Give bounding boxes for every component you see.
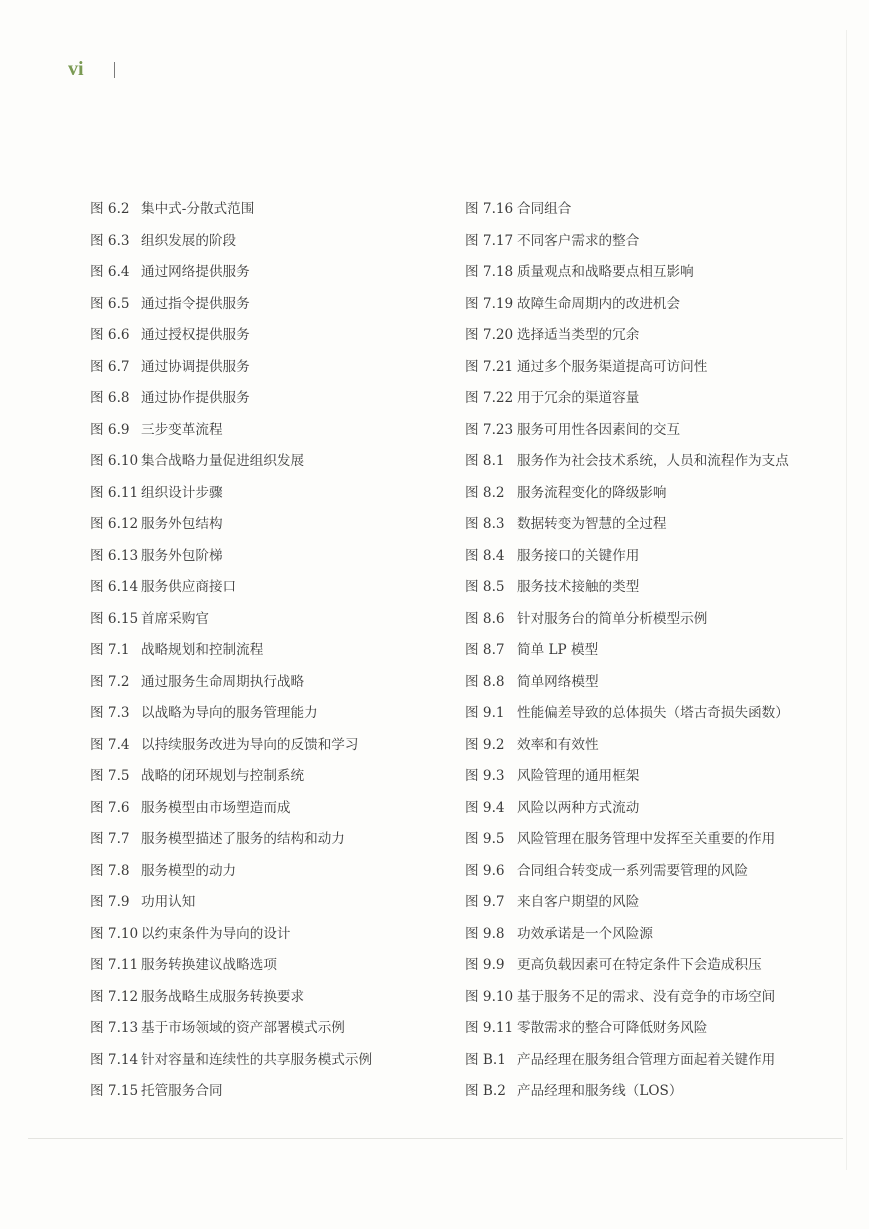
figure-list-item [90,1016,450,1048]
figure-title: 合同组合转变成一系列需要管理的风险 [517,862,749,879]
figure-title: 合同组合 [517,201,572,217]
figure-list-item [465,229,850,261]
figure-title: 战略的闭环规划与控制系统 [141,768,305,784]
figure-list-item [465,953,850,985]
figure-list-item [90,701,450,733]
figure-title: 基于服务不足的需求、没有竞争的市场空间 [517,988,776,1005]
figure-number: 图 6.14 [90,579,139,595]
figure-number: 图 7.19 [465,295,514,312]
figure-number: 图 8.4 [465,547,505,564]
figure-list-item [465,1048,850,1080]
figure-title: 通过指令提供服务 [141,295,250,312]
header-divider [114,62,115,78]
figure-list-item [90,197,450,229]
figure-title: 服务作为社会技术系统，人员和流程作为支点 [517,453,789,469]
figure-list-item [90,512,450,544]
figure-list-item [465,1016,850,1048]
figure-number: 图 7.1 [90,642,130,658]
figure-title: 服务外包结构 [141,516,223,532]
figure-number: 图 7.10 [90,925,139,942]
figure-number: 图 9.6 [465,862,505,879]
figure-title: 故障生命周期内的改进机会 [517,295,681,312]
figure-list-item [465,922,850,954]
figure-title: 服务模型的动力 [141,862,237,879]
figure-title: 选择适当类型的冗余 [517,327,640,343]
figure-list-item [465,544,850,576]
figure-list-item [465,355,850,387]
figure-number: 图 9.5 [465,831,505,847]
figure-list-item [465,386,850,418]
figure-list-item [90,355,450,387]
figure-list-item [465,985,850,1017]
figure-number: 图 6.8 [90,390,130,406]
figure-title: 服务接口的关键作用 [517,547,640,564]
figure-number: 图 9.3 [465,768,505,784]
figure-title: 更高负载因素可在特定条件下会造成积压 [517,957,762,973]
figure-list-item [465,701,850,733]
figure-list-item [90,607,450,639]
figure-list-item [465,197,850,229]
figure-list-item [465,733,850,765]
figure-list-item [465,418,850,450]
figure-list-item [90,418,450,450]
figure-list-item [90,985,450,1017]
figure-list-item [465,827,850,859]
figure-list-item [90,386,450,418]
figure-number: 图 9.1 [465,705,505,721]
figure-number: 图 8.7 [465,642,505,658]
figure-number: 图 7.15 [90,1083,139,1099]
figure-title: 服务可用性各因素间的交互 [517,421,681,438]
figure-list-item [90,544,450,576]
figure-title: 集中式-分散式范围 [141,201,255,217]
figure-number: 图 8.2 [465,484,505,501]
figure-number: 图 7.4 [90,736,130,753]
figure-number: 图 7.11 [90,957,139,973]
figure-number: 图 7.13 [90,1020,139,1036]
figure-title: 简单 LP 模型 [517,642,599,658]
figure-title: 用于冗余的渠道容量 [517,390,640,406]
figure-number: 图 6.3 [90,232,130,249]
figure-number: 图 7.3 [90,705,130,721]
figure-list-item [465,323,850,355]
figure-number: 图 7.18 [465,264,514,280]
figure-list-item [90,229,450,261]
figure-list-item [90,796,450,828]
figure-title: 功用认知 [141,894,196,910]
figure-title: 针对服务台的简单分析模型示例 [517,610,708,627]
figure-title: 服务技术接触的类型 [517,579,640,595]
bottom-divider [28,1138,843,1139]
figure-number: 图 7.7 [90,831,130,847]
figure-title: 简单网络模型 [517,673,599,690]
figure-list-item [465,512,850,544]
figure-title: 组织发展的阶段 [141,232,237,249]
figure-list-item [90,827,450,859]
figure-title: 产品经理和服务线（LOS） [517,1083,683,1099]
figure-number: 图 B.2 [465,1083,506,1099]
figure-title: 针对容量和连续性的共享服务模式示例 [141,1051,373,1068]
figure-list-item [90,953,450,985]
figure-number: 图 6.9 [90,421,130,438]
figure-list-item [465,575,850,607]
figure-number: 图 8.6 [465,610,505,627]
figure-title: 通过网络提供服务 [141,264,250,280]
figure-list-item [90,670,450,702]
figure-number: 图 9.4 [465,799,505,816]
figure-number: 图 7.14 [90,1051,139,1068]
figure-title: 服务战略生成服务转换要求 [141,988,305,1005]
figure-list-item [90,733,450,765]
figure-title: 通过协作提供服务 [141,390,250,406]
figure-title: 服务外包阶梯 [141,547,223,564]
figure-number: 图 6.5 [90,295,130,312]
figure-number: 图 6.10 [90,453,139,469]
figure-number: 图 6.13 [90,547,139,564]
figure-number: 图 8.8 [465,673,505,690]
page-number: vi [68,58,84,80]
figure-title: 产品经理在服务组合管理方面起着关键作用 [517,1051,776,1068]
page-edge [846,30,847,1170]
figure-number: 图 9.7 [465,894,505,910]
figure-number: 图 6.11 [90,484,139,501]
figure-number: 图 9.9 [465,957,505,973]
figure-number: 图 8.1 [465,453,505,469]
figure-number: 图 7.2 [90,673,130,690]
figure-list-item [90,890,450,922]
figure-title: 以持续服务改进为导向的反馈和学习 [141,736,359,753]
figure-list-item [465,449,850,481]
figure-number: 图 7.12 [90,988,139,1005]
figure-title: 战略规划和控制流程 [141,642,264,658]
figure-number: 图 9.10 [465,988,514,1005]
figure-title: 服务供应商接口 [141,579,237,595]
figure-list-item [465,670,850,702]
figure-number: 图 7.16 [465,201,514,217]
figure-title: 首席采购官 [141,610,209,627]
figure-list-right-column [465,197,850,1111]
figure-list-item [90,292,450,324]
figure-title: 服务模型描述了服务的结构和动力 [141,831,345,847]
figure-list-item [465,481,850,513]
figure-list-item [465,607,850,639]
figure-title: 通过协调提供服务 [141,358,250,375]
figure-number: 图 9.2 [465,736,505,753]
figure-number: 图 6.6 [90,327,130,343]
figure-number: 图 7.17 [465,232,514,249]
figure-title: 效率和有效性 [517,736,599,753]
figure-list-item [465,796,850,828]
figure-number: 图 7.21 [465,358,514,375]
figure-number: 图 9.8 [465,925,505,942]
figure-number: 图 6.12 [90,516,139,532]
figure-title: 服务流程变化的降级影响 [517,484,667,501]
figure-title: 通过服务生命周期执行战略 [141,673,305,690]
figure-list-item [90,449,450,481]
figure-number: 图 7.9 [90,894,130,910]
figure-list-item [465,764,850,796]
figure-title: 性能偏差导致的总体损失（塔古奇损失函数） [517,705,789,721]
figure-title: 风险管理的通用框架 [517,768,640,784]
figure-title: 服务模型由市场塑造而成 [141,799,291,816]
figure-title: 服务转换建议战略选项 [141,957,277,973]
figure-number: 图 7.5 [90,768,130,784]
figure-title: 三步变革流程 [141,421,223,438]
figure-title: 不同客户需求的整合 [517,232,640,249]
figure-number: 图 9.11 [465,1020,514,1036]
figure-number: 图 6.15 [90,610,139,627]
figure-list-item [465,1079,850,1111]
figure-list-left-column [90,197,450,1111]
figure-number: 图 8.3 [465,516,505,532]
figure-list-item [465,859,850,891]
figure-title: 以战略为导向的服务管理能力 [141,705,318,721]
figure-title: 风险以两种方式流动 [517,799,640,816]
figure-number: 图 6.7 [90,358,130,375]
figure-number: 图 B.1 [465,1051,506,1068]
figure-list-item [90,1048,450,1080]
figure-number: 图 6.4 [90,264,130,280]
figure-title: 以约束条件为导向的设计 [141,925,291,942]
figure-title: 来自客户期望的风险 [517,894,640,910]
figure-list-item [90,922,450,954]
figure-list-item [465,292,850,324]
figure-title: 功效承诺是一个风险源 [517,925,653,942]
figure-title: 组织设计步骤 [141,484,223,501]
figure-title: 基于市场领域的资产部署模式示例 [141,1020,345,1036]
figure-number: 图 7.20 [465,327,514,343]
figure-list-item [90,575,450,607]
figure-list-item [465,260,850,292]
figure-title: 风险管理在服务管理中发挥至关重要的作用 [517,831,776,847]
figure-list-item [90,323,450,355]
figure-list-item [90,859,450,891]
figure-title: 托管服务合同 [141,1083,223,1099]
figure-number: 图 8.5 [465,579,505,595]
figure-list-item [90,481,450,513]
figure-title: 通过授权提供服务 [141,327,250,343]
figure-list-item [90,764,450,796]
figure-list-item [465,638,850,670]
page-header [68,58,115,81]
figure-title: 集合战略力量促进组织发展 [141,453,305,469]
figure-list-item [465,890,850,922]
figure-list-item [90,638,450,670]
figure-title: 质量观点和战略要点相互影响 [517,264,694,280]
figure-number: 图 7.23 [465,421,514,438]
figure-title: 通过多个服务渠道提高可访问性 [517,358,708,375]
figure-number: 图 7.8 [90,862,130,879]
figure-title: 数据转变为智慧的全过程 [517,516,667,532]
figure-title: 零散需求的整合可降低财务风险 [517,1020,708,1036]
figure-list-item [90,1079,450,1111]
figure-number: 图 6.2 [90,201,130,217]
figure-list-item [90,260,450,292]
figure-number: 图 7.22 [465,390,514,406]
figure-number: 图 7.6 [90,799,130,816]
